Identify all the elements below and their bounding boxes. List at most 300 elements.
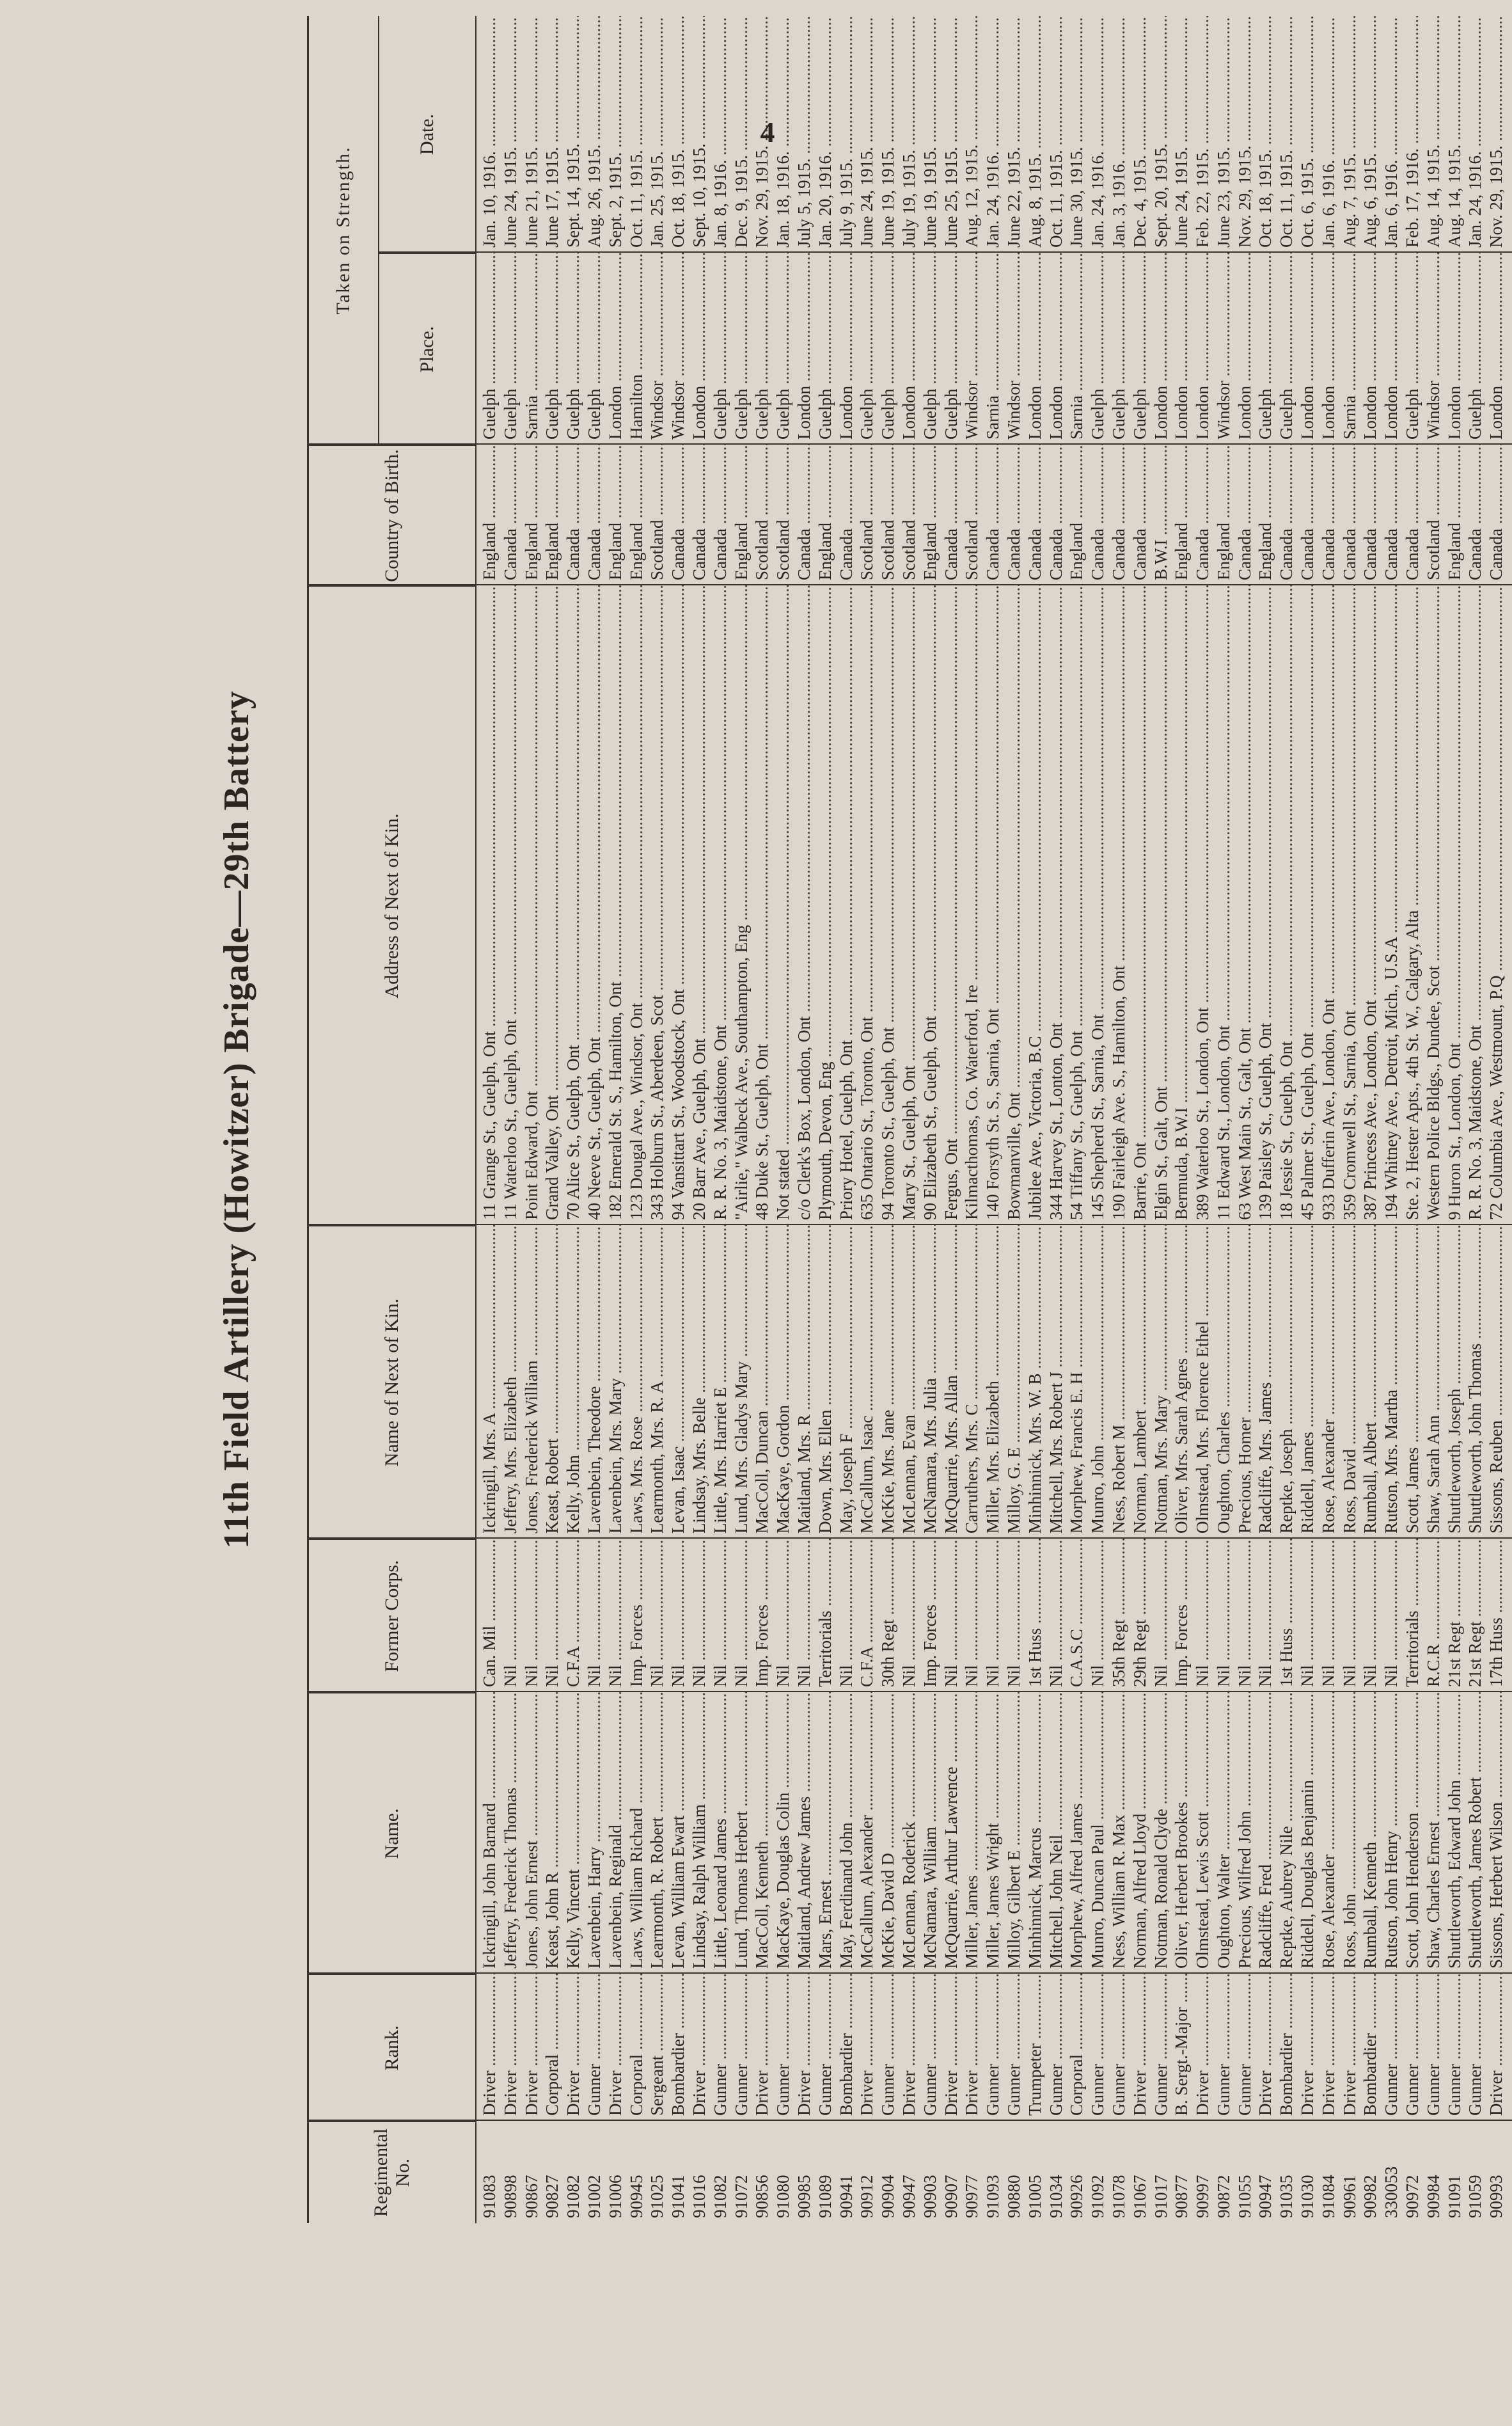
cell-country-of-birth-text: England	[1444, 523, 1464, 580]
cell-place-text: Guelph	[1130, 388, 1149, 440]
cell-country-of-birth	[752, 445, 773, 585]
cell-regimental-no	[584, 2121, 605, 2223]
cell-address	[1465, 585, 1486, 1225]
cell-former-corps-text: 29th Regt	[1130, 1619, 1149, 1687]
cell-former-corps	[1255, 1539, 1276, 1692]
cell-former-corps-text: Nil	[1339, 1665, 1359, 1687]
header-country-of-birth: Country of Birth.	[309, 445, 475, 585]
cell-former-corps-text: 17th Huss	[1486, 1617, 1506, 1687]
cell-place	[752, 253, 773, 445]
cell-next-of-kin-text: Ness, Robert M	[1108, 1424, 1128, 1534]
cell-rank	[1066, 1974, 1087, 2121]
cell-rank-text: Gunner	[1213, 2064, 1233, 2116]
cell-country-of-birth	[731, 445, 752, 585]
cell-name-text: MacKaye, Douglas Colin	[773, 1792, 793, 1969]
cell-next-of-kin-text: Laws, Mrs. Rose	[626, 1416, 646, 1534]
cell-rank	[1130, 1974, 1151, 2121]
cell-former-corps	[1465, 1539, 1486, 1692]
cell-regimental-no	[1192, 2121, 1213, 2223]
cell-rank	[1402, 1974, 1423, 2121]
cell-address-text: c/o Clerk's Box, London, Ont	[794, 1016, 814, 1220]
cell-date-text: Aug. 14, 1915.	[1444, 144, 1464, 248]
cell-date	[1025, 16, 1046, 253]
cell-regimental-no-text: 91017	[1151, 2175, 1170, 2218]
cell-former-corps	[668, 1539, 689, 1692]
cell-name	[542, 1692, 563, 1974]
cell-next-of-kin	[941, 1225, 962, 1539]
cell-rank-text: Driver	[962, 2070, 982, 2116]
cell-name-text: Riddell, Douglas Benjamin	[1298, 1780, 1318, 1969]
cell-date	[1087, 16, 1108, 253]
cell-name	[982, 1692, 1004, 1974]
nominal-roll-table	[307, 16, 1512, 2223]
cell-former-corps-text: Nil	[1046, 1665, 1066, 1687]
cell-place-text: London	[1234, 386, 1254, 440]
cell-address	[1402, 585, 1423, 1225]
cell-date	[521, 16, 542, 253]
cell-next-of-kin	[1339, 1225, 1360, 1539]
cell-place-text: Guelph	[731, 388, 751, 440]
table-row	[1234, 16, 1256, 2223]
cell-date-text: Aug. 12, 1915.	[962, 144, 982, 248]
cell-rank-text: Trumpeter	[1025, 2043, 1044, 2116]
cell-former-corps-text: Nil	[983, 1665, 1003, 1687]
cell-former-corps-text: Nil	[584, 1665, 604, 1687]
cell-name-text: Rutson, John Henry	[1382, 1830, 1401, 1969]
cell-date-text: Jan. 24, 1916.	[1465, 151, 1485, 248]
cell-place	[878, 253, 899, 445]
cell-date	[542, 16, 563, 253]
cell-address	[1234, 585, 1256, 1225]
cell-name	[856, 1692, 878, 1974]
cell-next-of-kin-text: Oliver, Mrs. Sarah Agnes	[1172, 1358, 1192, 1534]
cell-rank	[1234, 1974, 1256, 2121]
cell-place-text: London	[1193, 386, 1213, 440]
cell-former-corps	[710, 1539, 731, 1692]
cell-name-text: Keast, John R	[542, 1872, 562, 1969]
cell-rank	[584, 1974, 605, 2121]
cell-place	[920, 253, 941, 445]
cell-regimental-no	[836, 2121, 857, 2223]
cell-country-of-birth-text: Canada	[710, 528, 730, 580]
cell-date	[1444, 16, 1465, 253]
cell-former-corps-text: Territorials	[815, 1610, 835, 1687]
cell-address-text: 635 Ontario St., Toronto, Ont	[857, 1017, 877, 1220]
cell-country-of-birth-text: Canada	[1004, 528, 1023, 580]
cell-rank	[982, 1974, 1004, 2121]
cell-former-corps-text: Nil	[899, 1665, 918, 1687]
cell-place	[710, 253, 731, 445]
cell-address-text: 54 Tiffany St., Guelph, Ont	[1067, 1031, 1087, 1220]
cell-regimental-no-text: 90993	[1486, 2175, 1506, 2218]
cell-rank-text: Driver	[899, 2070, 918, 2116]
cell-name-text: Miller, James	[962, 1875, 982, 1969]
cell-name-text: Jeffery, Frederick Thomas	[500, 1788, 520, 1969]
cell-date-text: Jan. 3, 1916.	[1108, 159, 1128, 248]
cell-next-of-kin	[710, 1225, 731, 1539]
cell-country-of-birth-text: Canada	[836, 528, 856, 580]
cell-regimental-no	[1423, 2121, 1444, 2223]
table-row	[1423, 16, 1444, 2223]
cell-place-text: Guelph	[920, 388, 940, 440]
cell-country-of-birth	[1130, 445, 1151, 585]
cell-regimental-no	[941, 2121, 962, 2223]
cell-country-of-birth	[1151, 445, 1172, 585]
cell-next-of-kin-text: Morphew, Francis E. H	[1067, 1372, 1087, 1534]
cell-name	[1297, 1692, 1318, 1974]
cell-place	[1025, 253, 1046, 445]
cell-name-text: Munro, Duncan Paul	[1088, 1824, 1108, 1969]
cell-date-text: Aug. 8, 1915.	[1025, 153, 1044, 248]
cell-name-text: Rose, Alexander	[1318, 1854, 1338, 1969]
cell-regimental-no-text: 91016	[689, 2175, 709, 2218]
cell-rank-text: Driver	[794, 2070, 814, 2116]
cell-rank	[1025, 1974, 1046, 2121]
cell-regimental-no	[773, 2121, 794, 2223]
table-row	[920, 16, 941, 2223]
cell-date-text: Oct. 11, 1915.	[1046, 150, 1066, 248]
cell-date-text: Jan. 18, 1916.	[773, 151, 793, 248]
cell-place	[584, 253, 605, 445]
cell-place-text: Windsor	[668, 381, 688, 440]
cell-date	[626, 16, 647, 253]
cell-rank-text: Driver	[1256, 2070, 1275, 2116]
cell-former-corps	[1381, 1539, 1402, 1692]
cell-next-of-kin	[815, 1225, 836, 1539]
table-row	[689, 16, 710, 2223]
cell-next-of-kin	[1381, 1225, 1402, 1539]
cell-date	[794, 16, 815, 253]
cell-name	[1402, 1692, 1423, 1974]
cell-rank-text: Gunner	[878, 2064, 898, 2116]
cell-next-of-kin-text: McCallum, Isaac	[857, 1415, 877, 1534]
cell-place-text: Sarnia	[983, 395, 1003, 440]
cell-rank	[1255, 1974, 1276, 2121]
cell-place	[899, 253, 920, 445]
cell-rank-text: Gunner	[1151, 2064, 1170, 2116]
table-row	[584, 16, 605, 2223]
cell-place	[689, 253, 710, 445]
table-row	[1213, 16, 1234, 2223]
table-row	[856, 16, 878, 2223]
cell-next-of-kin-text: May, Joseph F	[836, 1433, 856, 1534]
cell-former-corps	[500, 1539, 521, 1692]
cell-country-of-birth-text: Canada	[668, 528, 688, 580]
cell-place	[1318, 253, 1339, 445]
cell-next-of-kin-text: Rumball, Albert	[1360, 1422, 1380, 1534]
cell-country-of-birth-text: England	[542, 523, 562, 580]
cell-place	[563, 253, 584, 445]
cell-place-text: Guelph	[584, 388, 604, 440]
cell-rank	[605, 1974, 626, 2121]
cell-name-text: Kelly, Vincent	[563, 1869, 583, 1969]
cell-address	[1004, 585, 1025, 1225]
cell-former-corps	[479, 1539, 500, 1692]
table-body	[479, 16, 1507, 2223]
cell-date-text: June 23, 1915.	[1213, 147, 1233, 248]
cell-former-corps	[605, 1539, 626, 1692]
cell-name-text: Shuttleworth, Edward John	[1444, 1780, 1464, 1969]
cell-place-text: London	[1298, 386, 1318, 440]
cell-place-text: Guelph	[1108, 388, 1128, 440]
cell-name-text: McLennan, Roderick	[899, 1821, 918, 1969]
cell-name-text: Lavenbein, Harry	[584, 1846, 604, 1969]
cell-country-of-birth	[647, 445, 668, 585]
cell-name	[1255, 1692, 1276, 1974]
table-row	[647, 16, 668, 2223]
table-row	[982, 16, 1004, 2223]
cell-name	[1066, 1692, 1087, 1974]
cell-date	[1108, 16, 1130, 253]
cell-address	[731, 585, 752, 1225]
cell-place	[1255, 253, 1276, 445]
table-row	[794, 16, 815, 2223]
cell-place	[668, 253, 689, 445]
cell-rank-text: Gunner	[815, 2064, 835, 2116]
cell-next-of-kin	[856, 1225, 878, 1539]
cell-date-text: Oct. 18, 1915.	[668, 149, 688, 248]
cell-next-of-kin-text: Reptke, Joseph	[1277, 1429, 1296, 1534]
header-former-corps: Former Corps.	[309, 1539, 475, 1692]
cell-former-corps	[899, 1539, 920, 1692]
cell-date	[668, 16, 689, 253]
cell-rank-text: Driver	[1298, 2070, 1318, 2116]
cell-address-text: 45 Palmer St., Guelph, Ont	[1298, 1032, 1318, 1220]
cell-country-of-birth-text: England	[1172, 523, 1192, 580]
cell-next-of-kin-text: Carruthers, Mrs. C	[962, 1404, 982, 1534]
cell-date	[815, 16, 836, 253]
cell-address	[1444, 585, 1465, 1225]
cell-date-text: Feb. 17, 1916.	[1403, 148, 1422, 248]
cell-country-of-birth	[1234, 445, 1256, 585]
cell-next-of-kin-text: Mitchell, Mrs. Robert J	[1046, 1372, 1066, 1534]
cell-rank-text: Driver	[941, 2070, 961, 2116]
cell-country-of-birth-text: Canada	[1108, 528, 1128, 580]
cell-next-of-kin	[752, 1225, 773, 1539]
cell-address	[1381, 585, 1402, 1225]
cell-address-text: 344 Harvey St., Lonton, Ont	[1046, 1022, 1066, 1220]
cell-country-of-birth	[1066, 445, 1087, 585]
cell-place-text: London	[794, 386, 814, 440]
cell-regimental-no-text: 90972	[1403, 2175, 1422, 2218]
cell-regimental-no-text: 91005	[1025, 2175, 1044, 2218]
cell-next-of-kin	[1465, 1225, 1486, 1539]
cell-rank-text: Gunner	[731, 2064, 751, 2116]
cell-country-of-birth-text: Scotland	[647, 519, 667, 580]
cell-place-text: London	[899, 386, 918, 440]
cell-name-text: Milloy, Gilbert E	[1004, 1850, 1023, 1969]
cell-rank	[856, 1974, 878, 2121]
cell-address-text: 11 Edward St., London, Ont	[1213, 1025, 1233, 1220]
cell-country-of-birth-text: Scotland	[752, 519, 772, 580]
cell-former-corps-text: 21st Regt	[1465, 1621, 1485, 1687]
cell-former-corps	[794, 1539, 815, 1692]
cell-name-text: Sissons, Herbert Wilson	[1486, 1802, 1506, 1969]
cell-rank-text: Gunner	[1403, 2064, 1422, 2116]
cell-regimental-no	[815, 2121, 836, 2223]
cell-country-of-birth-text: Canada	[1193, 528, 1213, 580]
cell-regimental-no-text: 90977	[962, 2175, 982, 2218]
cell-regimental-no	[1297, 2121, 1318, 2223]
cell-former-corps	[626, 1539, 647, 1692]
cell-rank-text: Bombardier	[836, 2033, 856, 2116]
cell-regimental-no-text: 91083	[480, 2175, 499, 2218]
cell-rank	[500, 1974, 521, 2121]
cell-date	[605, 16, 626, 253]
cell-date-text: June 19, 1915.	[878, 147, 898, 248]
cell-name	[710, 1692, 731, 1974]
cell-rank	[1318, 1974, 1339, 2121]
cell-regimental-no	[542, 2121, 563, 2223]
cell-regimental-no-text: 90945	[626, 2175, 646, 2218]
cell-address-text: 389 Waterloo St., London, Ont	[1193, 1007, 1213, 1220]
cell-next-of-kin	[668, 1225, 689, 1539]
cell-regimental-no	[1360, 2121, 1381, 2223]
cell-regimental-no-text: 91078	[1108, 2175, 1128, 2218]
cell-former-corps	[563, 1539, 584, 1692]
cell-next-of-kin	[1402, 1225, 1423, 1539]
cell-rank-text: Gunner	[1046, 2064, 1066, 2116]
cell-country-of-birth-text: England	[605, 523, 625, 580]
cell-country-of-birth-text: England	[626, 523, 646, 580]
cell-country-of-birth	[982, 445, 1004, 585]
cell-regimental-no-text: 90961	[1339, 2175, 1359, 2218]
cell-regimental-no	[899, 2121, 920, 2223]
cell-date-text: Jan. 10, 1916.	[480, 151, 499, 248]
cell-rank	[1360, 1974, 1381, 2121]
cell-name-text: Laws, William Richard	[626, 1807, 646, 1969]
cell-name	[1234, 1692, 1256, 1974]
cell-rank	[731, 1974, 752, 2121]
header-address: Address of Next of Kin.	[309, 585, 475, 1225]
cell-date-text: Aug. 7, 1915.	[1339, 153, 1359, 248]
cell-country-of-birth-text: Canada	[1465, 528, 1485, 580]
cell-date	[1151, 16, 1172, 253]
cell-date	[920, 16, 941, 253]
cell-next-of-kin-text: MacColl, Duncan	[752, 1411, 772, 1534]
cell-address	[626, 585, 647, 1225]
cell-former-corps	[773, 1539, 794, 1692]
cell-date-text: Sept. 14, 1915.	[563, 143, 583, 248]
cell-country-of-birth-text: Canada	[689, 528, 709, 580]
cell-address-text: 194 Whitney Ave., Detroit, Mich., U.S.A	[1382, 937, 1401, 1220]
cell-rank-text: Gunner	[1444, 2064, 1464, 2116]
cell-date	[982, 16, 1004, 253]
cell-regimental-no-text: 90912	[857, 2175, 877, 2218]
cell-regimental-no	[982, 2121, 1004, 2223]
cell-address-text: Grand Valley, Ont	[542, 1095, 562, 1220]
cell-rank-text: Gunner	[710, 2064, 730, 2116]
cell-former-corps	[1046, 1539, 1067, 1692]
cell-country-of-birth	[500, 445, 521, 585]
cell-regimental-no	[1066, 2121, 1087, 2223]
cell-address	[542, 585, 563, 1225]
cell-former-corps	[689, 1539, 710, 1692]
cell-rank-text: Gunner	[1108, 2064, 1128, 2116]
cell-regimental-no	[521, 2121, 542, 2223]
table-row	[521, 16, 542, 2223]
cell-regimental-no-text: 90903	[920, 2175, 940, 2218]
cell-rank-text: Bombardier	[1360, 2033, 1380, 2116]
cell-name	[563, 1692, 584, 1974]
cell-date-text: July 19, 1915.	[899, 149, 918, 248]
table-row	[1255, 16, 1276, 2223]
cell-address	[1423, 585, 1444, 1225]
cell-rank-text: Driver	[752, 2070, 772, 2116]
cell-address-text: 359 Cromwell St., Sarnia, Ont	[1339, 1010, 1359, 1220]
cell-address-text: 933 Dufferin Ave., London, Ont	[1318, 998, 1338, 1220]
cell-name-text: Mitchell, John Neil	[1046, 1834, 1066, 1969]
cell-date	[1255, 16, 1276, 253]
cell-rank	[1151, 1974, 1172, 2121]
cell-next-of-kin	[479, 1225, 500, 1539]
cell-former-corps-text: 21st Regt	[1444, 1621, 1464, 1687]
cell-country-of-birth	[1444, 445, 1465, 585]
cell-former-corps-text: R.C.R	[1423, 1644, 1443, 1687]
cell-next-of-kin-text: Kelly, John	[563, 1455, 583, 1534]
cell-former-corps	[752, 1539, 773, 1692]
cell-country-of-birth	[1004, 445, 1025, 585]
cell-date	[752, 16, 773, 253]
cell-address-text: Not stated	[773, 1149, 793, 1220]
cell-name	[1486, 1692, 1507, 1974]
cell-rank-text: Gunner	[584, 2064, 604, 2116]
cell-former-corps	[878, 1539, 899, 1692]
cell-former-corps	[1486, 1539, 1507, 1692]
cell-regimental-no-text: 90872	[1213, 2175, 1233, 2218]
cell-place	[982, 253, 1004, 445]
cell-next-of-kin	[1486, 1225, 1507, 1539]
cell-name	[605, 1692, 626, 1974]
table-row	[626, 16, 647, 2223]
cell-date-text: Jan. 6, 1916.	[1318, 159, 1338, 248]
cell-place-text: Guelph	[773, 388, 793, 440]
cell-name-text: Maitland, Andrew James	[794, 1796, 814, 1969]
cell-next-of-kin	[982, 1225, 1004, 1539]
cell-name	[521, 1692, 542, 1974]
cell-name	[1213, 1692, 1234, 1974]
cell-rank	[815, 1974, 836, 2121]
cell-regimental-no	[920, 2121, 941, 2223]
cell-address-text: Fergus, Ont	[941, 1138, 961, 1220]
cell-former-corps-text: Nil	[689, 1665, 709, 1687]
cell-former-corps	[941, 1539, 962, 1692]
rotated-content	[211, 16, 1512, 2223]
cell-date-text: Sept. 10, 1915.	[689, 143, 709, 248]
cell-next-of-kin	[1108, 1225, 1130, 1539]
cell-regimental-no	[1318, 2121, 1339, 2223]
cell-date-text: Nov. 29, 1915.	[1486, 145, 1506, 248]
header-taken-on-strength: Taken on Strength.	[309, 16, 379, 445]
cell-regimental-no-text: 91084	[1318, 2175, 1338, 2218]
cell-date	[710, 16, 731, 253]
cell-name-text: McKie, David D	[878, 1853, 898, 1969]
table-row	[710, 16, 731, 2223]
cell-date	[1297, 16, 1318, 253]
cell-place-text: Guelph	[500, 388, 520, 440]
cell-date	[1046, 16, 1067, 253]
cell-name-text: Shaw, Charles Ernest	[1423, 1821, 1443, 1969]
cell-name	[731, 1692, 752, 1974]
cell-country-of-birth-text: Canada	[563, 528, 583, 580]
cell-address	[1025, 585, 1046, 1225]
cell-address	[500, 585, 521, 1225]
cell-regimental-no-text: 91030	[1298, 2175, 1318, 2218]
cell-address-text: 70 Alice St., Guelph, Ont	[563, 1045, 583, 1220]
cell-country-of-birth	[668, 445, 689, 585]
cell-place	[1339, 253, 1360, 445]
cell-country-of-birth	[920, 445, 941, 585]
